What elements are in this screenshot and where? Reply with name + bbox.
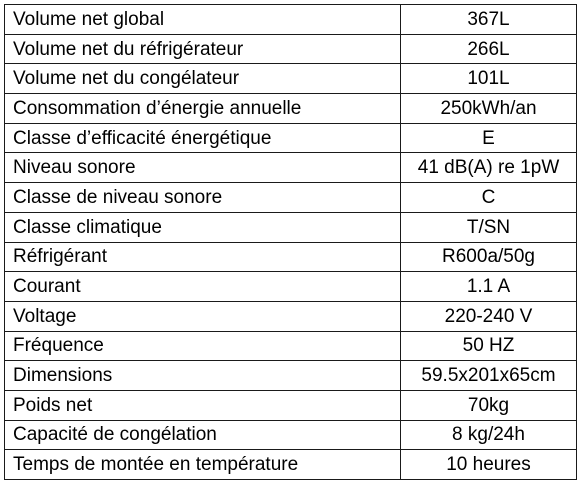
spec-label: Volume net global	[5, 5, 401, 35]
table-row	[5, 361, 577, 391]
spec-label: Classe d’efficacité énergétique	[5, 123, 401, 153]
table-row	[5, 390, 577, 420]
spec-label: Dimensions	[5, 361, 401, 391]
spec-value: T/SN	[401, 212, 577, 242]
spec-value: 59.5x201x65cm	[401, 361, 577, 391]
table-row	[5, 183, 577, 213]
table-row	[5, 64, 577, 94]
spec-label: Poids net	[5, 390, 401, 420]
spec-value: 266L	[401, 34, 577, 64]
spec-value: 8 kg/24h	[401, 420, 577, 450]
table-row	[5, 212, 577, 242]
spec-value: 367L	[401, 5, 577, 35]
table-row	[5, 450, 577, 480]
spec-label: Voltage	[5, 301, 401, 331]
spec-label: Réfrigérant	[5, 242, 401, 272]
spec-value: 1.1 A	[401, 272, 577, 302]
spec-label: Niveau sonore	[5, 153, 401, 183]
table-row	[5, 420, 577, 450]
table-row	[5, 301, 577, 331]
spec-label: Volume net du congélateur	[5, 64, 401, 94]
spec-label: Classe climatique	[5, 212, 401, 242]
table-row	[5, 123, 577, 153]
table-row	[5, 5, 577, 35]
spec-label: Fréquence	[5, 331, 401, 361]
spec-label: Volume net du réfrigérateur	[5, 34, 401, 64]
spec-value: E	[401, 123, 577, 153]
table-row	[5, 153, 577, 183]
spec-value: 250kWh/an	[401, 94, 577, 124]
spec-value: 50 HZ	[401, 331, 577, 361]
spec-value: 10 heures	[401, 450, 577, 480]
table-row	[5, 34, 577, 64]
spec-label: Capacité de congélation	[5, 420, 401, 450]
spec-label: Classe de niveau sonore	[5, 183, 401, 213]
spec-value: C	[401, 183, 577, 213]
table-row	[5, 94, 577, 124]
table-row	[5, 272, 577, 302]
spec-label: Courant	[5, 272, 401, 302]
spec-value: R600a/50g	[401, 242, 577, 272]
table-row	[5, 242, 577, 272]
spec-value: 70kg	[401, 390, 577, 420]
spec-value: 220-240 V	[401, 301, 577, 331]
specifications-table	[4, 4, 577, 480]
table-row	[5, 331, 577, 361]
spec-value: 101L	[401, 64, 577, 94]
spec-label: Consommation d’énergie annuelle	[5, 94, 401, 124]
spec-value: 41 dB(A) re 1pW	[401, 153, 577, 183]
spec-label: Temps de montée en température	[5, 450, 401, 480]
